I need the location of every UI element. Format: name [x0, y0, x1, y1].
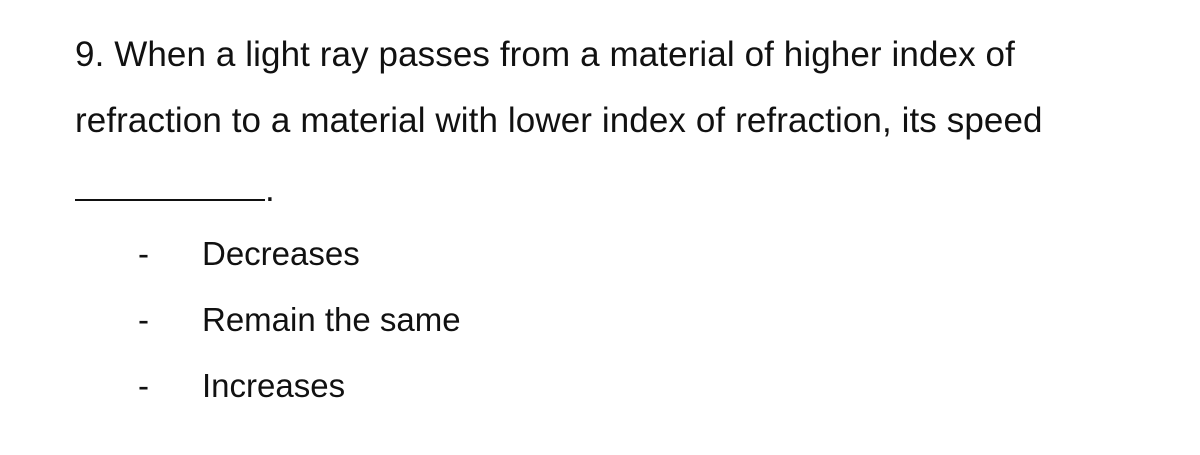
answer-blank-line — [75, 170, 275, 210]
question-line-1: 9. When a light ray passes from a material of higher index of — [75, 35, 1015, 74]
option-dash: - — [138, 235, 149, 272]
option-label: Remain the same — [202, 301, 461, 338]
option-remain-the-same — [138, 300, 461, 340]
blank-end-punctuation: . — [265, 170, 275, 209]
option-label: Decreases — [202, 235, 360, 272]
option-dash: - — [138, 367, 149, 404]
answer-blank — [75, 171, 265, 201]
question-line-2: refraction to a material with lower index of refraction, its speed — [75, 101, 1043, 140]
option-label: Increases — [202, 367, 346, 404]
option-dash: - — [138, 301, 149, 338]
option-decreases — [138, 234, 360, 274]
option-increases — [138, 366, 345, 406]
